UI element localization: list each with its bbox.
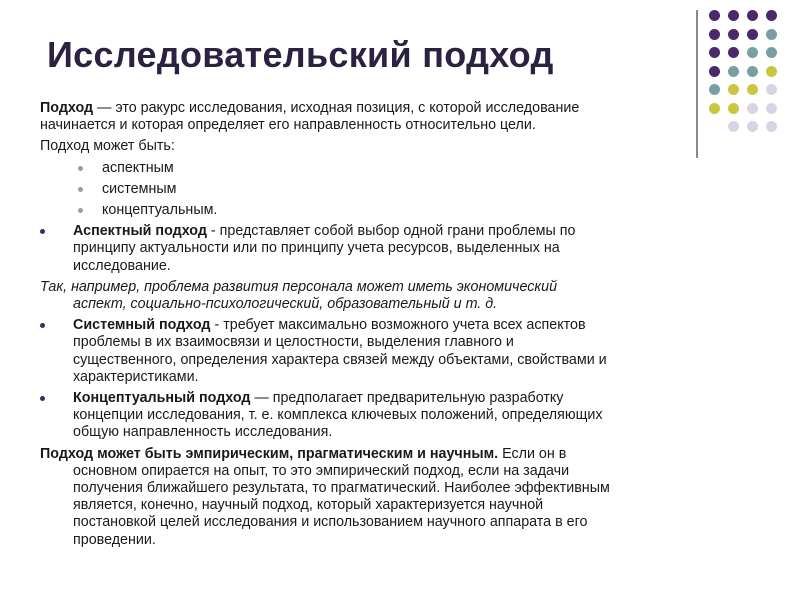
decorative-dot <box>709 29 720 40</box>
decorative-dot <box>747 10 758 21</box>
example-paragraph: Так, например, проблема развития персонала может иметь экономический аспект, социально-психологический, образовательный и т. д. <box>40 278 558 313</box>
concept-term: Концептуальный подход <box>73 390 251 407</box>
bullet-icon <box>40 229 45 234</box>
decorative-dot <box>728 84 739 95</box>
intro-paragraph: Подход — это ракурс исследования, исходная позиция, с которой исследование начинается и которая определяет его направленность относительно цели. <box>40 100 580 134</box>
decorative-dot <box>747 47 758 58</box>
decorative-dot <box>709 84 720 95</box>
decorative-dot <box>709 47 720 58</box>
sub-list-item: системным <box>40 181 752 198</box>
decorative-dot <box>766 103 777 114</box>
decorative-dot <box>766 121 777 132</box>
bullet-icon <box>40 323 45 328</box>
kinds-paragraph: Подход может быть эмпирическим, прагматическим и научным. Если он в основном опирается на опыт, то это эмпирический подход, если на задачи получения ближайшего результата, то прагматический. Наиболее эффективным является, конечно, научный подход, который характеризуется научной постановкой целей исследования и использованием научного аппарата в его проведении. <box>40 445 610 548</box>
decorative-dot <box>728 66 739 77</box>
slide-body <box>40 100 752 549</box>
decorative-dot <box>766 66 777 77</box>
sub-list-item: концептуальным. <box>40 202 752 219</box>
system-approach-item: Системный подход - требует максимально возможного учета всех аспектов проблемы в их взаимосвязи и целостности, выделения главного и существенного, определения характера связей между объектами, свойствами и характеристиками. <box>40 317 752 386</box>
decorative-dot <box>728 47 739 58</box>
decorative-dot <box>766 10 777 21</box>
bullet-icon <box>40 396 45 401</box>
decorative-dot <box>747 84 758 95</box>
bullet-icon <box>78 166 83 171</box>
concept-approach-item: Концептуальный подход — предполагает предварительную разработку концепции исследования, т. е. комплекса ключевых положений, определяющих общую направленность исследования. <box>40 390 752 442</box>
decorative-dot <box>709 66 720 77</box>
sub-list-item: аспектным <box>40 160 752 177</box>
decorative-dot <box>766 47 777 58</box>
decorative-dot <box>728 29 739 40</box>
decorative-dot <box>728 10 739 21</box>
system-term: Системный подход <box>73 317 211 334</box>
aspect-term: Аспектный подход <box>73 223 207 240</box>
intro-term: Подход <box>40 100 94 116</box>
decorative-dot <box>747 29 758 40</box>
decorative-dot <box>766 29 777 40</box>
decorative-dot <box>766 84 777 95</box>
kinds-term: Подход может быть эмпирическим, прагматическим и научным. <box>40 445 499 462</box>
bullet-icon <box>78 187 83 192</box>
decorative-dot <box>709 10 720 21</box>
decorative-dot <box>747 66 758 77</box>
can-be-label: Подход может быть: <box>40 138 175 155</box>
bullet-icon <box>78 208 83 213</box>
aspect-approach-item: Аспектный подход - представляет собой выбор одной грани проблемы по принципу актуальности или по принципу учета ресурсов, выделенных на исследование. <box>40 223 752 275</box>
slide-title: Исследовательский подход <box>47 34 554 75</box>
